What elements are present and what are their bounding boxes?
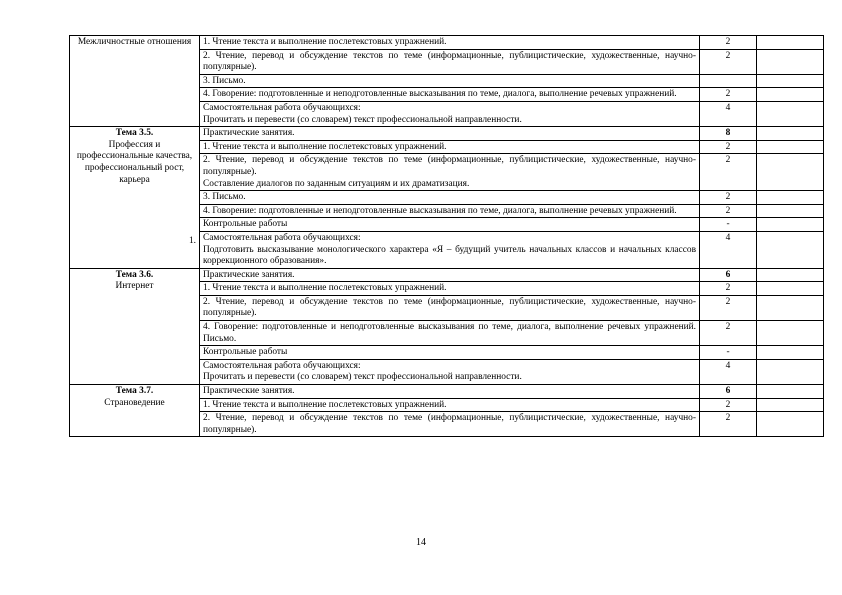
task-cell: Практические занятия.: [200, 127, 700, 141]
hours-cell: 2: [700, 282, 757, 296]
level-cell: [757, 127, 824, 141]
topic-title: Тема 3.7.: [115, 386, 154, 397]
task-cell: 1. Чтение текста и выполнение послетекстовых упражнений.: [200, 398, 700, 412]
hours-cell: 2: [700, 204, 757, 218]
hours-cell: 2: [700, 398, 757, 412]
task-cell: 4. Говорение: подготовленные и неподготовленные высказывания по теме, диалога, выполнение речевых упражнений. Письмо.: [200, 321, 700, 346]
topic-cell: [70, 36, 200, 127]
level-cell: [757, 295, 824, 320]
hours-cell: 2: [700, 140, 757, 154]
topic-name: Страноведение: [104, 397, 165, 408]
hours-cell: 2: [700, 191, 757, 205]
level-cell: [757, 88, 824, 102]
syllabus-table: [69, 35, 824, 437]
task-cell: 3. Письмо.: [200, 74, 700, 88]
topic-cell: [70, 127, 200, 269]
level-cell: [757, 74, 824, 88]
task-cell: 4. Говорение: подготовленные и неподготовленные высказывания по теме, диалога, выполнение речевых упражнений.: [200, 204, 700, 218]
self-work-text: Прочитать и перевести (со словарем) текст профессиональной направленности.: [203, 372, 522, 383]
spacer: [73, 186, 196, 236]
topic-title: Тема 3.6.: [115, 269, 154, 280]
hours-cell: 6: [700, 268, 757, 282]
level-cell: [757, 321, 824, 346]
hours-cell: 4: [700, 101, 757, 126]
table-row: [70, 127, 824, 141]
task-text-extra: Составление диалогов по заданным ситуациям и их драматизация.: [203, 178, 470, 189]
level-cell: [757, 49, 824, 74]
task-cell: 1. Чтение текста и выполнение послетекстовых упражнений.: [200, 36, 700, 50]
self-work-title: Самостоятельная работа обучающихся:: [203, 360, 361, 371]
level-cell: [757, 282, 824, 296]
task-cell: 4. Говорение: подготовленные и неподготовленные высказывания по теме, диалога, выполнение речевых упражнений.: [200, 88, 700, 102]
topic-name: Профессия и профессиональные качества, профессиональный рост, карьера: [76, 139, 193, 185]
hours-cell: 8: [700, 127, 757, 141]
task-cell: Контрольные работы: [200, 218, 700, 232]
page-number: 14: [416, 537, 426, 548]
level-cell: [757, 231, 824, 268]
level-cell: [757, 36, 824, 50]
item-number: 1.: [188, 236, 196, 247]
level-cell: [757, 412, 824, 437]
self-work-text: Прочитать и перевести (со словарем) текст профессиональной направленности.: [203, 114, 522, 125]
topic-cell: [70, 385, 200, 437]
task-cell: 2. Чтение, перевод и обсуждение текстов по теме (информационные, публицистические, художественные, научно-популярные).: [200, 412, 700, 437]
task-cell: [200, 154, 700, 191]
task-cell: Практические занятия.: [200, 268, 700, 282]
hours-cell: 2: [700, 154, 757, 191]
self-work-text: Подготовить высказывание монологического характера «Я – будущий учитель начальных классов и начальных классов коррекционного образования».: [203, 244, 696, 267]
hours-cell: 4: [700, 359, 757, 384]
topic-name: Межличностные отношения: [77, 37, 192, 47]
level-cell: [757, 218, 824, 232]
task-cell: Контрольные работы: [200, 346, 700, 360]
level-cell: [757, 385, 824, 399]
level-cell: [757, 346, 824, 360]
table-row: [70, 268, 824, 282]
hours-cell: -: [700, 346, 757, 360]
task-cell: 1. Чтение текста и выполнение послетекстовых упражнений.: [200, 282, 700, 296]
self-work-title: Самостоятельная работа обучающихся:: [203, 232, 361, 243]
topic-cell: [70, 268, 200, 384]
level-cell: [757, 154, 824, 191]
hours-cell: -: [700, 218, 757, 232]
hours-cell: 2: [700, 295, 757, 320]
level-cell: [757, 359, 824, 384]
hours-cell: 4: [700, 231, 757, 268]
task-cell: [200, 359, 700, 384]
table-row: [70, 385, 824, 399]
level-cell: [757, 204, 824, 218]
level-cell: [757, 101, 824, 126]
task-cell: [200, 231, 700, 268]
hours-cell: [700, 74, 757, 88]
task-cell: 2. Чтение, перевод и обсуждение текстов по теме (информационные, публицистические, художественные, научно-популярные).: [200, 295, 700, 320]
hours-cell: 2: [700, 321, 757, 346]
hours-cell: 2: [700, 88, 757, 102]
level-cell: [757, 140, 824, 154]
task-cell: Практические занятия.: [200, 385, 700, 399]
level-cell: [757, 268, 824, 282]
hours-cell: 6: [700, 385, 757, 399]
self-work-title: Самостоятельная работа обучающихся:: [203, 102, 361, 113]
level-cell: [757, 398, 824, 412]
task-cell: 1. Чтение текста и выполнение послетекстовых упражнений.: [200, 140, 700, 154]
task-cell: [200, 101, 700, 126]
topic-name: Интернет: [115, 281, 154, 292]
level-cell: [757, 191, 824, 205]
hours-cell: 2: [700, 36, 757, 50]
topic-title: Тема 3.5.: [115, 128, 154, 139]
table-row: [70, 36, 824, 50]
task-cell: 3. Письмо.: [200, 191, 700, 205]
task-text: 2. Чтение, перевод и обсуждение текстов по теме (информационные, публицистические, художественные, научно-популярные).: [203, 155, 696, 177]
hours-cell: 2: [700, 412, 757, 437]
task-cell: 2. Чтение, перевод и обсуждение текстов по теме (информационные, публицистические, художественные, научно-популярные).: [200, 49, 700, 74]
hours-cell: 2: [700, 49, 757, 74]
